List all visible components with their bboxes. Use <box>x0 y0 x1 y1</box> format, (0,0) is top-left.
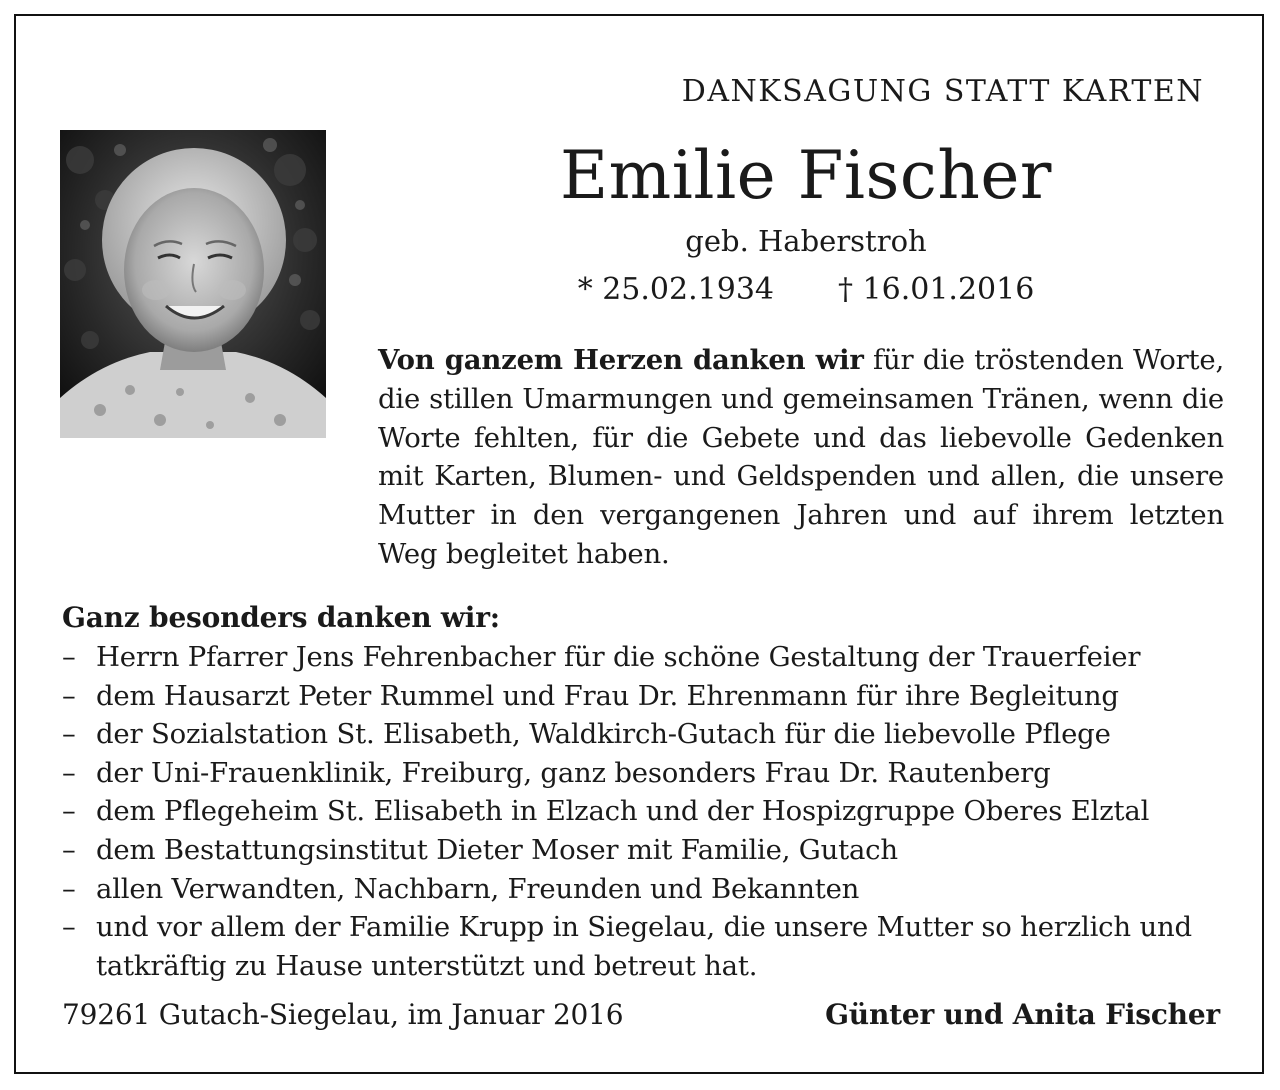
portrait-photo-illustration <box>60 130 326 438</box>
thanks-paragraph <box>378 341 1224 574</box>
birth-date: * 25.02.1934 <box>577 272 774 307</box>
death-date: † 16.01.2016 <box>838 272 1035 307</box>
deceased-info <box>376 138 1236 307</box>
list-item: – dem Hausarzt Peter Rummel und Frau Dr. Ehrenmann für ihre Begleitung <box>62 677 1232 716</box>
list-item: – dem Bestattungsinstitut Dieter Moser mit Familie, Gutach <box>62 831 1232 870</box>
maiden-name: geb. Haberstroh <box>685 224 927 258</box>
notice-header: DANKSAGUNG STATT KARTEN <box>681 74 1204 109</box>
obituary-notice <box>14 14 1264 1074</box>
portrait-photo <box>60 130 326 438</box>
dash-bullet: – <box>62 872 76 905</box>
dash-bullet: – <box>62 911 76 944</box>
deceased-name: Emilie Fischer <box>560 137 1052 214</box>
thanks-text: für die tröstenden Worte, die stillen Umarmungen und gemeinsamen Tränen, wenn die Worte fehlten, für die Gebete und das liebevolle Gedenken mit Karten, Blumen- und Geldspenden und allen, die unsere Mutter in den vergangenen Jahren und auf ihrem letzten Weg begleitet haben. <box>378 344 1224 570</box>
list-item: – und vor allem der Familie Krupp in Siegelau, die unsere Mutter so herzlich und tatkräftig zu Hause unterstützt und betreut hat. <box>62 908 1232 985</box>
special-thanks-list <box>62 638 1232 985</box>
dash-bullet: – <box>62 756 76 789</box>
dash-bullet: – <box>62 641 76 673</box>
list-item: – dem Pflegeheim St. Elisabeth in Elzach und der Hospizgruppe Oberes Elztal <box>62 792 1232 831</box>
list-item: – allen Verwandten, Nachbarn, Freunden und Bekannten <box>62 870 1232 909</box>
dash-bullet: – <box>62 795 76 828</box>
list-item: – Herrn Pfarrer Jens Fehrenbacher für die schöne Gestaltung der Trauerfeier <box>62 638 1232 677</box>
list-item: – der Uni-Frauenklinik, Freiburg, ganz besonders Frau Dr. Rautenberg <box>62 754 1232 793</box>
place-and-date: 79261 Gutach-Siegelau, im Januar 2016 <box>62 998 624 1031</box>
signature: Günter und Anita Fischer <box>825 998 1220 1031</box>
thanks-lead: Von ganzem Herzen danken wir <box>378 344 864 376</box>
special-thanks-title: Ganz besonders danken wir: <box>62 601 500 634</box>
dash-bullet: – <box>62 833 76 866</box>
dash-bullet: – <box>62 718 76 751</box>
life-dates <box>376 272 1236 307</box>
dash-bullet: – <box>62 679 76 712</box>
list-item: – der Sozialstation St. Elisabeth, Waldkirch-Gutach für die liebevolle Pflege <box>62 715 1232 754</box>
